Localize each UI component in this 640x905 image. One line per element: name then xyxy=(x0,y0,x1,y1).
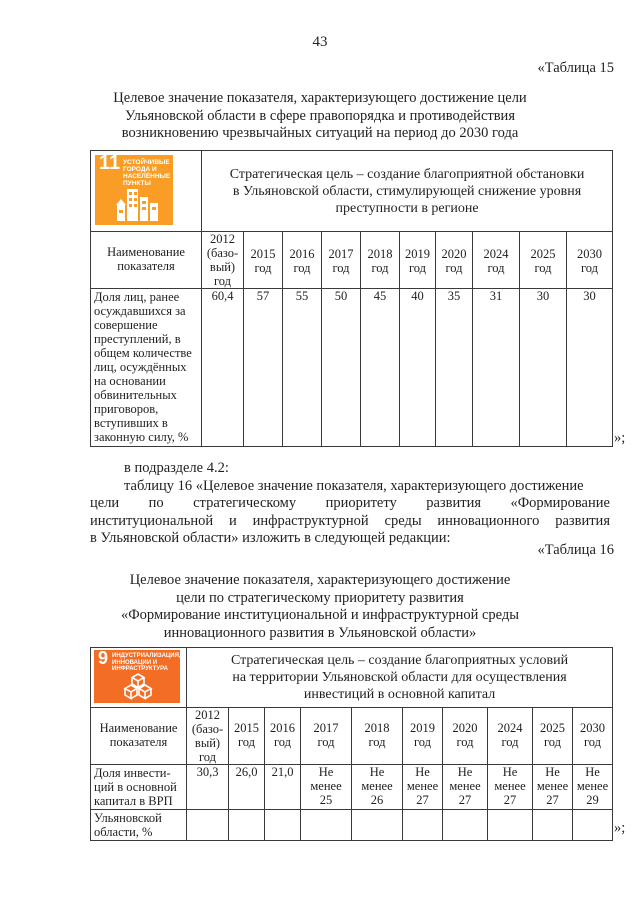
strategic-goal xyxy=(187,648,613,708)
value-cell xyxy=(573,765,613,810)
header-text: год xyxy=(487,261,505,275)
badge-text-line: УСТОЙЧИВЫЕ xyxy=(123,159,170,166)
header-text: 2018 xyxy=(364,721,390,735)
header-text: год xyxy=(198,750,217,764)
value-text: 27 xyxy=(416,793,429,807)
title-line: цели по стратегическому приоритету развития xyxy=(176,589,464,606)
header-year xyxy=(436,232,473,289)
table16-title xyxy=(60,572,580,642)
header-text: 2020 xyxy=(452,721,478,735)
value-text: менее xyxy=(406,779,439,793)
header-year xyxy=(403,708,443,765)
value-cell: 45 xyxy=(361,289,400,447)
header-year xyxy=(488,708,533,765)
para-word: инфраструктурной xyxy=(252,512,369,529)
value-cell: 30 xyxy=(567,289,613,447)
value-text: Не xyxy=(369,765,385,779)
header-year xyxy=(361,232,400,289)
value-cell xyxy=(301,765,352,810)
amendment-paragraph xyxy=(90,460,610,548)
header-indicator xyxy=(91,708,187,765)
table16-label: «Таблица 16 xyxy=(537,542,614,558)
goal-line: Стратегическая цель – создание благоприятной обстановки xyxy=(229,166,585,182)
name-line: законную силу, % xyxy=(94,430,189,444)
header-year xyxy=(443,708,488,765)
goal-line: на территории Ульяновской области для осуществления xyxy=(232,670,567,685)
empty-cell xyxy=(187,810,229,841)
value-cell xyxy=(265,765,301,810)
table15 xyxy=(90,150,613,447)
para-line: в Ульяновской области» изложить в следующей редакции: xyxy=(90,530,451,546)
title-line: Целевое значение показателя, характеризующего достижение xyxy=(129,572,511,588)
header-text: Наименование xyxy=(107,245,185,259)
name-line: на основании xyxy=(94,374,166,388)
header-year xyxy=(533,708,573,765)
badge-text-line: ИНДУСТРИАЛИЗАЦИЯ, xyxy=(112,653,181,659)
strategic-goal xyxy=(202,151,613,232)
para-word: «Формирование xyxy=(510,495,610,511)
sdg-badge-cell xyxy=(91,648,187,708)
header-year xyxy=(473,232,520,289)
table15-title xyxy=(60,90,580,143)
header-text: 2012 xyxy=(210,232,235,246)
header-text: год xyxy=(456,735,474,749)
value-text: Не xyxy=(502,765,518,779)
name-line: вступивших в xyxy=(94,416,168,430)
value-text: менее xyxy=(576,779,609,793)
value-text: Не xyxy=(457,765,473,779)
goal-line: инвестиций в основной капитал xyxy=(303,687,496,702)
para-word: развития xyxy=(426,495,482,511)
header-year xyxy=(229,708,265,765)
value-text: 21,0 xyxy=(271,765,294,779)
value-text: 27 xyxy=(546,793,559,807)
page-number: 43 xyxy=(312,34,328,50)
value-cell xyxy=(403,765,443,810)
header-text: год xyxy=(371,261,389,275)
value-text: менее xyxy=(494,779,526,793)
value-text: Не xyxy=(585,765,600,779)
badge-text xyxy=(112,653,181,673)
para-word: институциональной xyxy=(90,512,214,529)
header-year xyxy=(322,232,361,289)
title-line: «Формирование институциональной и инфраструктурной среды xyxy=(120,607,520,623)
badge-text-line: ГОРОДА И xyxy=(123,166,157,173)
header-text: 2020 xyxy=(441,247,467,261)
value-cell xyxy=(187,765,229,810)
header-text: год xyxy=(534,261,552,275)
empty-cell xyxy=(229,810,265,841)
value-text: 25 xyxy=(319,793,333,807)
badge-text-line: ИННОВАЦИИ И xyxy=(112,659,157,666)
header-text: 2015 xyxy=(234,721,259,735)
name-line: лиц, осуждённых xyxy=(94,360,187,374)
name-line: преступлений, в xyxy=(94,332,181,346)
para-word: развития xyxy=(555,512,610,529)
sdg-9-badge xyxy=(94,650,180,703)
sdg-badge-cell xyxy=(91,151,202,232)
header-year xyxy=(520,232,567,289)
header-text: 2016 xyxy=(270,721,295,735)
header-text: 2016 xyxy=(289,247,315,261)
name-line: общем количестве xyxy=(94,346,192,360)
header-year xyxy=(301,708,352,765)
header-text: год xyxy=(501,735,519,749)
header-text: год xyxy=(254,261,272,275)
value-text: Не xyxy=(318,765,334,779)
indicator-name xyxy=(91,765,187,810)
header-text: год xyxy=(413,735,432,749)
header-year xyxy=(283,232,322,289)
header-text: вый) xyxy=(194,736,221,750)
empty-cell xyxy=(352,810,403,841)
header-text: Наименование xyxy=(99,721,178,735)
value-cell xyxy=(443,765,488,810)
para-word: цели xyxy=(90,495,120,511)
indicator-name-continued xyxy=(91,810,187,841)
value-text: менее xyxy=(449,779,481,793)
header-text: (базо- xyxy=(206,246,239,260)
name-line: Доля инвести- xyxy=(94,766,171,780)
para-line-justified xyxy=(90,513,610,531)
value-cell xyxy=(229,765,265,810)
header-text: 2018 xyxy=(367,247,393,261)
para-line: в подразделе 4.2: xyxy=(124,460,229,476)
header-text: 2024 xyxy=(483,247,509,261)
para-word: инновационного xyxy=(437,512,540,529)
value-cell: 40 xyxy=(400,289,436,447)
title-line: Ульяновской области в сфере правопорядка и противодействия xyxy=(124,107,515,124)
header-year xyxy=(573,708,613,765)
header-text: год xyxy=(445,261,463,275)
para-line-justified xyxy=(90,495,610,513)
header-year xyxy=(244,232,283,289)
header-text: (базо- xyxy=(191,722,224,736)
header-text: 2030 xyxy=(580,721,605,735)
header-text: год xyxy=(332,261,350,275)
badge-text-line: ИНФРАСТРУКТУРА xyxy=(112,666,168,672)
value-text: менее xyxy=(361,779,393,793)
para-word: по xyxy=(148,495,164,511)
buildings-icon xyxy=(115,183,159,221)
header-year xyxy=(567,232,613,289)
header-text: год xyxy=(273,735,292,749)
header-text: 2025 xyxy=(530,247,556,261)
value-cell xyxy=(533,765,573,810)
badge-number: 11 xyxy=(99,152,121,174)
title-line: Целевое значение показателя, характеризующего достижение цели xyxy=(113,90,527,106)
value-text: 30,3 xyxy=(196,765,219,779)
header-text: год xyxy=(237,735,256,749)
header-text: год xyxy=(368,735,386,749)
name-line: приговоров, xyxy=(94,402,159,416)
title-line: инновационного развития в Ульяновской области» xyxy=(163,624,477,641)
value-text: 26,0 xyxy=(235,765,258,779)
name-line: осуждавшихся за xyxy=(94,304,186,318)
value-cell: 57 xyxy=(244,289,283,447)
goal-line: Стратегическая цель – создание благоприятных условий xyxy=(230,653,569,668)
goal-line: в Ульяновской области, стимулирующей снижение уровня xyxy=(232,183,582,199)
empty-cell xyxy=(573,810,613,841)
header-text: 2015 xyxy=(250,247,276,261)
header-text: 2012 xyxy=(195,708,220,722)
value-text: Не xyxy=(545,765,560,779)
empty-cell xyxy=(533,810,573,841)
name-line: совершение xyxy=(94,318,158,332)
table15-label: «Таблица 15 xyxy=(537,60,614,76)
title-line: возникновению чрезвычайных ситуаций на период до 2030 года xyxy=(121,125,519,141)
header-year xyxy=(400,232,436,289)
value-text: Не xyxy=(415,765,430,779)
indicator-name xyxy=(91,289,202,447)
sdg-11-badge xyxy=(95,152,173,225)
header-year xyxy=(265,708,301,765)
header-text: год xyxy=(583,735,602,749)
header-text: показателя xyxy=(109,735,168,749)
value-cell: 55 xyxy=(283,289,322,447)
name-line: ций в основной xyxy=(94,780,177,794)
value-cell xyxy=(488,765,533,810)
name-line: Ульяновской xyxy=(94,811,162,825)
value-text: 26 xyxy=(370,793,384,807)
value-cell: 35 xyxy=(436,289,473,447)
header-text: год xyxy=(408,261,427,275)
value-text: 27 xyxy=(503,793,517,807)
header-text: вый) xyxy=(209,260,236,274)
para-word: приоритету xyxy=(325,495,397,511)
value-text: 29 xyxy=(586,793,599,807)
name-line: капитал в ВРП xyxy=(94,794,173,808)
para-word: среды xyxy=(384,512,422,529)
header-text: год xyxy=(213,274,232,288)
table16 xyxy=(90,647,613,841)
header-indicator xyxy=(91,232,202,289)
header-text: 2019 xyxy=(405,247,430,261)
empty-cell xyxy=(443,810,488,841)
value-text: менее xyxy=(536,779,569,793)
header-year xyxy=(352,708,403,765)
value-cell xyxy=(352,765,403,810)
header-text: 2030 xyxy=(577,247,603,261)
value-text: 27 xyxy=(458,793,472,807)
header-text: год xyxy=(543,735,562,749)
goal-line: преступности в регионе xyxy=(335,200,479,216)
header-text: 2025 xyxy=(540,721,565,735)
header-text: год xyxy=(580,261,599,275)
empty-cell xyxy=(488,810,533,841)
header-text: год xyxy=(317,735,335,749)
name-line: обвинительных xyxy=(94,388,177,402)
name-line: области, % xyxy=(94,825,153,839)
cubes-icon xyxy=(122,672,154,700)
header-base-year xyxy=(187,708,229,765)
value-cell: 30 xyxy=(520,289,567,447)
empty-cell xyxy=(403,810,443,841)
value-cell: 50 xyxy=(322,289,361,447)
header-text: 2024 xyxy=(497,721,523,735)
empty-cell xyxy=(301,810,352,841)
value-cell: 60,4 xyxy=(202,289,244,447)
header-text: показателя xyxy=(117,259,175,273)
value-text: менее xyxy=(310,779,342,793)
header-text: год xyxy=(293,261,311,275)
para-line: таблицу 16 «Целевое значение показателя, характеризующего достижение xyxy=(124,477,584,494)
badge-text-line: НАСЕЛЁННЫЕ ПУНКТЫ xyxy=(123,173,171,187)
table16-trailing: »; xyxy=(614,820,626,836)
value-cell: 31 xyxy=(473,289,520,447)
header-text: 2017 xyxy=(328,247,354,261)
name-line: Доля лиц, ранее xyxy=(94,290,180,304)
header-text: 2019 xyxy=(410,721,435,735)
table15-trailing: »; xyxy=(614,430,626,446)
para-word: и xyxy=(228,512,237,529)
badge-number: 9 xyxy=(98,648,109,668)
para-word: стратегическому xyxy=(193,495,297,511)
empty-cell xyxy=(265,810,301,841)
header-base-year xyxy=(202,232,244,289)
header-text: 2017 xyxy=(313,721,339,735)
